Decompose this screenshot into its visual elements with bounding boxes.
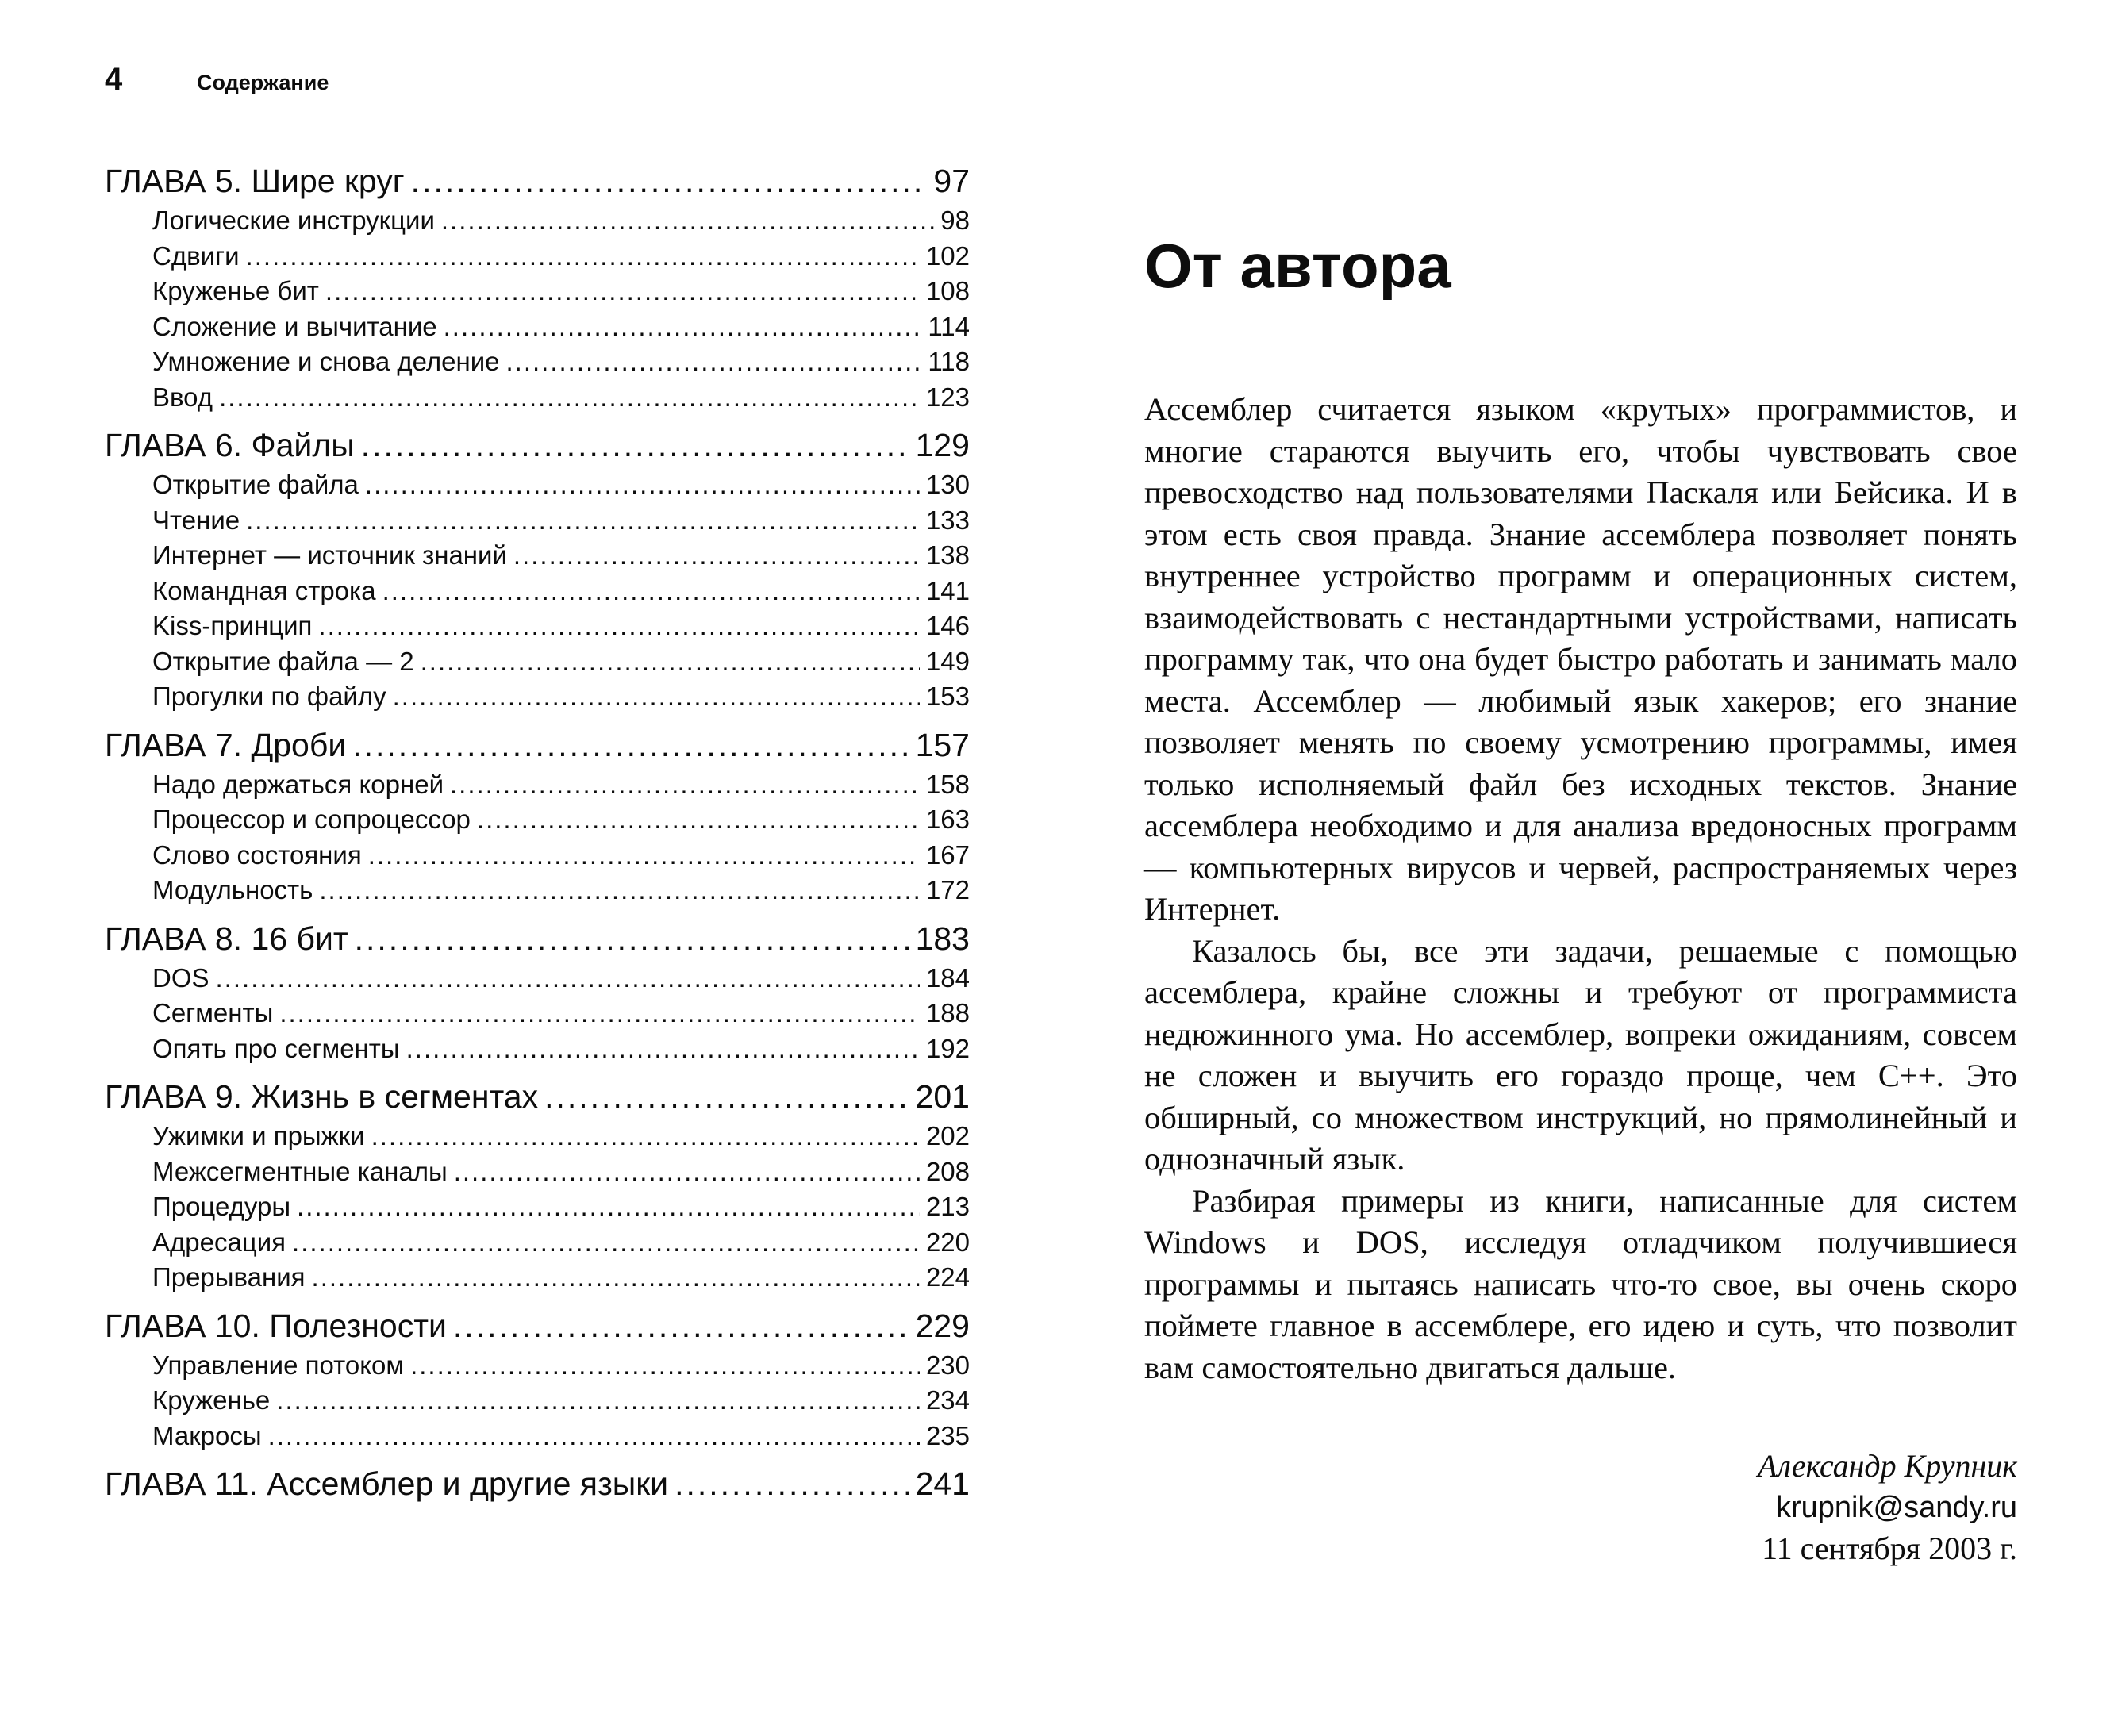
- toc-section-page: 138: [925, 540, 970, 570]
- toc-leader-dots: [361, 423, 909, 467]
- toc-leader-dots: [393, 679, 920, 715]
- toc-leader-dots: [453, 1304, 909, 1348]
- toc-section-page: 108: [925, 276, 970, 305]
- toc-section-entry: [105, 873, 970, 908]
- toc-section-entry: [105, 1189, 970, 1225]
- toc-section-page: 133: [925, 505, 970, 535]
- toc-section-title: Сдвиги: [152, 240, 240, 271]
- toc-chapter-title: ГЛАВА 10. Полезности: [105, 1307, 447, 1344]
- toc-section-title: Процессор и сопроцессор: [152, 805, 471, 834]
- toc-leader-dots: [319, 873, 920, 908]
- toc-section-page: 220: [925, 1227, 970, 1257]
- toc-leader-dots: [477, 802, 920, 838]
- toc-section-title: Открытие файла: [152, 470, 359, 499]
- toc-chapter-entry: [105, 159, 970, 203]
- toc-chapter-title: ГЛАВА 9. Жизнь в сегментах: [105, 1078, 539, 1115]
- toc-chapter: [105, 1304, 970, 1454]
- toc-section-entry: [105, 1348, 970, 1384]
- toc-chapter: [105, 423, 970, 715]
- toc-chapter-page: 229: [915, 1307, 970, 1344]
- toc-section-entry: [105, 679, 970, 715]
- toc-section-entry: [105, 767, 970, 803]
- toc-leader-dots: [365, 467, 920, 503]
- toc-section-entry: [105, 538, 970, 574]
- toc-section-title: Командная строка: [152, 575, 376, 605]
- toc-section-entry: [105, 1031, 970, 1067]
- toc-leader-dots: [246, 503, 920, 539]
- toc-leader-dots: [371, 1119, 920, 1154]
- signature-block: [1144, 1446, 2017, 1569]
- toc-leader-dots: [406, 1031, 920, 1067]
- toc-section-title: Процедуры: [152, 1192, 291, 1221]
- toc-chapter-entry: [105, 916, 970, 961]
- toc-leader-dots: [544, 1074, 909, 1119]
- author-email: krupnik@sandy.ru: [1776, 1491, 2017, 1524]
- toc-leader-dots: [318, 609, 920, 644]
- toc-section-entry: [105, 802, 970, 838]
- toc-section-title: Сложение и вычитание: [152, 311, 437, 341]
- toc-section-entry: [105, 1419, 970, 1454]
- toc-chapter-page: 241: [915, 1465, 970, 1502]
- toc-chapter-page: 183: [915, 920, 970, 957]
- left-page: [0, 0, 1032, 1736]
- toc-chapter-title: ГЛАВА 8. 16 бит: [105, 920, 348, 957]
- toc-section-entry: [105, 1383, 970, 1419]
- toc-leader-dots: [513, 538, 920, 574]
- foreword-body: [1144, 389, 2017, 1388]
- toc-section-title: Открытие файла — 2: [152, 646, 414, 676]
- foreword-heading: От автора: [1144, 231, 1451, 301]
- toc-leader-dots: [454, 1154, 920, 1190]
- toc-section-page: 224: [925, 1262, 970, 1292]
- toc-chapter-page: 157: [915, 726, 970, 763]
- toc-chapter-page: 129: [915, 427, 970, 463]
- toc-section-entry: [105, 239, 970, 275]
- toc-section-page: 158: [925, 769, 970, 799]
- toc-section-entry: [105, 961, 970, 997]
- toc-chapter-page: 97: [933, 163, 970, 199]
- toc-section-entry: [105, 574, 970, 609]
- toc-section-page: 172: [925, 875, 970, 904]
- toc-leader-dots: [216, 961, 920, 997]
- toc-section-title: Круженье: [152, 1385, 271, 1415]
- toc-section-page: 163: [925, 805, 970, 834]
- toc-leader-dots: [355, 916, 909, 961]
- toc-leader-dots: [352, 723, 909, 767]
- toc-section-entry: [105, 503, 970, 539]
- toc-section-title: Прогулки по файлу: [152, 682, 386, 711]
- foreword-paragraph: Разбирая примеры из книги, написанные для систем Windows и DOS, исследуя отладчиком получившиеся программы и пытаясь написать что-то свое, вы очень скоро поймете главное в ассемблере, его идею и суть, что позволит вам самостоятельно двигаться дальше.: [1144, 1182, 2017, 1385]
- toc-section-entry: [105, 1119, 970, 1154]
- toc-leader-dots: [292, 1225, 920, 1261]
- author-name: Александр Крупник: [1758, 1448, 2017, 1484]
- toc-section-page: 123: [925, 382, 970, 412]
- toc-chapter: [105, 1461, 970, 1506]
- toc-section-title: Логические инструкции: [152, 205, 435, 235]
- toc-section-title: Ужимки и прыжки: [152, 1121, 365, 1150]
- toc-leader-dots: [276, 1383, 920, 1419]
- toc-leader-dots: [410, 1348, 920, 1384]
- toc-section-page: 235: [925, 1420, 970, 1450]
- toc-chapter: [105, 723, 970, 908]
- toc-section-entry: [105, 996, 970, 1031]
- toc-leader-dots: [675, 1461, 909, 1506]
- toc-leader-dots: [444, 309, 922, 345]
- toc-section-page: 208: [925, 1156, 970, 1186]
- toc-section-page: 230: [925, 1350, 970, 1380]
- toc-chapter-title: ГЛАВА 11. Ассемблер и другие языки: [105, 1465, 669, 1502]
- toc-section-page: 202: [925, 1121, 970, 1150]
- toc-section-page: 153: [925, 682, 970, 711]
- toc-section-title: Чтение: [152, 505, 240, 535]
- toc-chapter: [105, 159, 970, 415]
- toc-chapter-entry: [105, 723, 970, 767]
- toc-section-title: Круженье бит: [152, 276, 319, 305]
- toc-section-page: 188: [925, 998, 970, 1027]
- toc-section-entry: [105, 1225, 970, 1261]
- foreword-paragraph: Казалось бы, все эти задачи, решаемые с помощью ассемблера, крайне сложны и требуют от программиста недюжинного ума. Но ассемблер, вопреки ожиданиям, совсем не сложен и выучить его гораздо проще, чем C++. Это обширный, со множеством инструкций, но прямолинейный и однозначный язык.: [1144, 932, 2017, 1177]
- toc-section-title: Модульность: [152, 875, 313, 904]
- toc-leader-dots: [368, 838, 920, 874]
- toc-section-entry: [105, 1260, 970, 1296]
- toc-section-page: 98: [940, 205, 970, 235]
- toc-section-entry: [105, 1154, 970, 1190]
- signature-date: 11 сентября 2003 г.: [1762, 1531, 2017, 1566]
- toc-section-entry: [105, 344, 970, 380]
- toc-chapter-title: ГЛАВА 5. Шире круг: [105, 163, 405, 199]
- toc-leader-dots: [246, 239, 920, 275]
- toc-section-page: 102: [925, 240, 970, 271]
- toc-section-page: 130: [925, 470, 970, 499]
- toc-chapter-title: ГЛАВА 6. Файлы: [105, 427, 355, 463]
- toc-section-title: Слово состояния: [152, 839, 362, 870]
- toc-leader-dots: [268, 1419, 920, 1454]
- toc-chapter-entry: [105, 1461, 970, 1506]
- toc-section-page: 114: [928, 311, 970, 341]
- toc-section-entry: [105, 609, 970, 644]
- toc-chapter-entry: [105, 1304, 970, 1348]
- toc-section-entry: [105, 309, 970, 345]
- toc-leader-dots: [312, 1260, 920, 1296]
- toc-section-title: Ввод: [152, 382, 213, 412]
- toc-section-title: Умножение и снова деление: [152, 347, 500, 376]
- toc-section-page: 234: [925, 1385, 970, 1415]
- toc-leader-dots: [421, 644, 920, 680]
- toc-section-entry: [105, 274, 970, 309]
- toc-section-entry: [105, 838, 970, 874]
- toc-leader-dots: [382, 574, 920, 609]
- toc-section-entry: [105, 203, 970, 239]
- toc-chapter: [105, 1074, 970, 1296]
- toc-section-page: 118: [928, 347, 970, 376]
- toc-leader-dots: [441, 203, 934, 239]
- toc-section-title: Управление потоком: [152, 1350, 405, 1380]
- toc-section-title: DOS: [152, 962, 209, 993]
- toc-leader-dots: [297, 1189, 920, 1225]
- running-head: [105, 62, 329, 109]
- toc-section-page: 141: [925, 575, 970, 605]
- toc-section-page: 192: [925, 1033, 970, 1063]
- toc-leader-dots: [450, 767, 920, 803]
- toc-leader-dots: [325, 274, 920, 309]
- toc-section-page: 167: [925, 839, 970, 870]
- toc-section-page: 184: [925, 962, 970, 993]
- table-of-contents: [105, 159, 970, 1514]
- toc-section-entry: [105, 380, 970, 416]
- toc-chapter-entry: [105, 423, 970, 467]
- right-page: [1111, 0, 2114, 1736]
- toc-section-title: Надо держаться корней: [152, 769, 444, 799]
- toc-leader-dots: [219, 380, 920, 416]
- toc-chapter-title: ГЛАВА 7. Дроби: [105, 726, 347, 763]
- toc-leader-dots: [411, 159, 928, 203]
- toc-section-title: Макросы: [152, 1420, 262, 1450]
- toc-section-page: 149: [925, 646, 970, 676]
- toc-leader-dots: [279, 996, 920, 1031]
- toc-section-title: Межсегментные каналы: [152, 1156, 448, 1186]
- toc-chapter-entry: [105, 1074, 970, 1119]
- toc-section-title: Опять про сегменты: [152, 1033, 400, 1063]
- running-title: Содержание: [197, 71, 329, 94]
- toc-section-title: Адресация: [152, 1227, 286, 1257]
- toc-section-title: Сегменты: [152, 998, 274, 1027]
- toc-section-entry: [105, 644, 970, 680]
- toc-section-title: Прерывания: [152, 1262, 306, 1292]
- toc-leader-dots: [505, 344, 921, 380]
- toc-chapter: [105, 916, 970, 1067]
- toc-section-title: Kiss-принцип: [152, 611, 313, 640]
- toc-section-title: Интернет — источник знаний: [152, 540, 507, 570]
- toc-section-page: 213: [925, 1192, 970, 1221]
- toc-section-page: 146: [925, 611, 970, 640]
- foreword-paragraph: Ассемблер считается языком «крутых» программистов, и многие стараются выучить его, чтобы чувствовать свое превосходство над пользователями Паскаля или Бейсика. И в этом есть своя правда. Знание ассемблера позволяет понять внутреннее устройство программ и операционных систем, взаимодействовать с нестандартными устройствами, написать программу так, что она будет быстро работать и занимать мало места. Ассемблер — любимый язык хакеров; его знание позволяет менять по своему усмотрению программы, имея только исполняемый файл без исходных текстов. Знание ассемблера необходимо и для анализа вредоносных программ — компьютерных вирусов и червей, распространяемых через Интернет.: [1144, 391, 2017, 927]
- toc-section-entry: [105, 467, 970, 503]
- toc-chapter-page: 201: [915, 1078, 970, 1115]
- page-number: 4: [105, 62, 123, 97]
